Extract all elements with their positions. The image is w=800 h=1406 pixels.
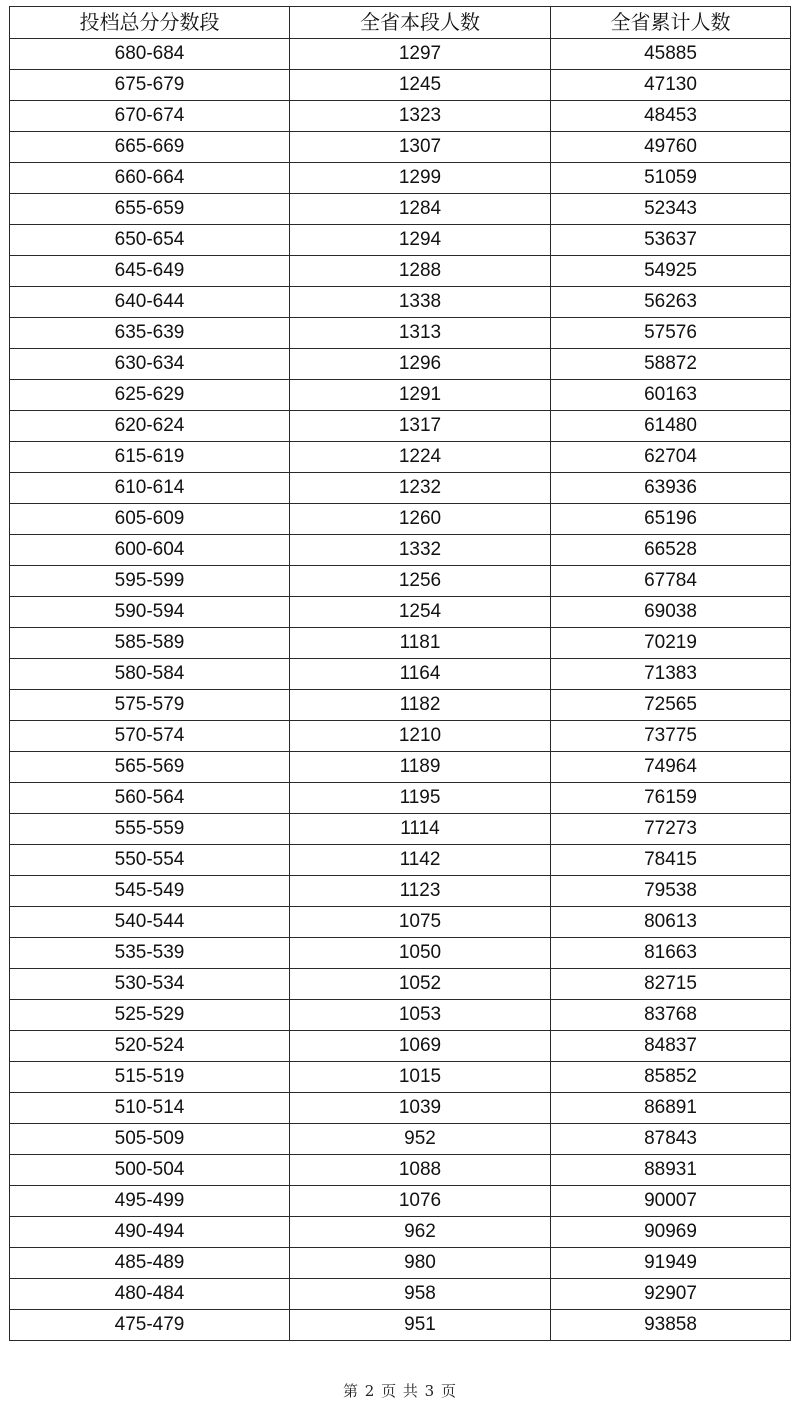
cumulative-count-cell: 90007 <box>551 1186 791 1217</box>
cumulative-count-cell: 78415 <box>551 845 791 876</box>
cumulative-count-cell: 51059 <box>551 163 791 194</box>
cumulative-count-cell: 90969 <box>551 1217 791 1248</box>
cumulative-count-cell: 92907 <box>551 1279 791 1310</box>
segment-count-cell: 1088 <box>290 1155 551 1186</box>
segment-count-cell: 1317 <box>290 411 551 442</box>
score-range-cell: 670-674 <box>10 101 290 132</box>
table-row <box>10 535 791 566</box>
segment-count-cell: 1288 <box>290 256 551 287</box>
score-range-cell: 565-569 <box>10 752 290 783</box>
table-row <box>10 318 791 349</box>
score-range-cell: 605-609 <box>10 504 290 535</box>
segment-count-cell: 1052 <box>290 969 551 1000</box>
cumulative-count-cell: 87843 <box>551 1124 791 1155</box>
header-score-range: 投档总分分数段 <box>10 7 290 39</box>
segment-count-cell: 1284 <box>290 194 551 225</box>
score-range-cell: 550-554 <box>10 845 290 876</box>
cumulative-count-cell: 73775 <box>551 721 791 752</box>
table-row <box>10 1186 791 1217</box>
cumulative-count-cell: 65196 <box>551 504 791 535</box>
score-range-cell: 630-634 <box>10 349 290 380</box>
table-row <box>10 1279 791 1310</box>
table-row <box>10 938 791 969</box>
segment-count-cell: 1332 <box>290 535 551 566</box>
table-row <box>10 845 791 876</box>
segment-count-cell: 1254 <box>290 597 551 628</box>
table-header-row <box>10 7 791 39</box>
table-row <box>10 39 791 70</box>
table-body <box>10 39 791 1341</box>
table-row <box>10 783 791 814</box>
segment-count-cell: 1307 <box>290 132 551 163</box>
cumulative-count-cell: 84837 <box>551 1031 791 1062</box>
segment-count-cell: 1195 <box>290 783 551 814</box>
table-row <box>10 101 791 132</box>
score-range-cell: 600-604 <box>10 535 290 566</box>
table-row <box>10 70 791 101</box>
segment-count-cell: 958 <box>290 1279 551 1310</box>
table-row <box>10 1031 791 1062</box>
score-range-cell: 535-539 <box>10 938 290 969</box>
table-row <box>10 163 791 194</box>
score-range-cell: 570-574 <box>10 721 290 752</box>
table-row <box>10 225 791 256</box>
table-row <box>10 1217 791 1248</box>
table-row <box>10 349 791 380</box>
segment-count-cell: 1164 <box>290 659 551 690</box>
segment-count-cell: 1296 <box>290 349 551 380</box>
cumulative-count-cell: 83768 <box>551 1000 791 1031</box>
table-row <box>10 132 791 163</box>
segment-count-cell: 1123 <box>290 876 551 907</box>
cumulative-count-cell: 77273 <box>551 814 791 845</box>
cumulative-count-cell: 47130 <box>551 70 791 101</box>
segment-count-cell: 1294 <box>290 225 551 256</box>
score-range-cell: 555-559 <box>10 814 290 845</box>
header-cumulative-count: 全省累计人数 <box>551 7 791 39</box>
score-range-cell: 500-504 <box>10 1155 290 1186</box>
cumulative-count-cell: 70219 <box>551 628 791 659</box>
cumulative-count-cell: 45885 <box>551 39 791 70</box>
segment-count-cell: 1224 <box>290 442 551 473</box>
score-range-cell: 515-519 <box>10 1062 290 1093</box>
score-range-cell: 585-589 <box>10 628 290 659</box>
segment-count-cell: 1313 <box>290 318 551 349</box>
table-row <box>10 876 791 907</box>
table-row <box>10 814 791 845</box>
cumulative-count-cell: 72565 <box>551 690 791 721</box>
score-range-cell: 640-644 <box>10 287 290 318</box>
cumulative-count-cell: 74964 <box>551 752 791 783</box>
segment-count-cell: 1256 <box>290 566 551 597</box>
cumulative-count-cell: 53637 <box>551 225 791 256</box>
segment-count-cell: 1050 <box>290 938 551 969</box>
cumulative-count-cell: 93858 <box>551 1310 791 1341</box>
segment-count-cell: 1232 <box>290 473 551 504</box>
cumulative-count-cell: 66528 <box>551 535 791 566</box>
score-range-cell: 675-679 <box>10 70 290 101</box>
segment-count-cell: 1075 <box>290 907 551 938</box>
score-range-cell: 545-549 <box>10 876 290 907</box>
header-segment-count: 全省本段人数 <box>290 7 551 39</box>
table-row <box>10 256 791 287</box>
segment-count-cell: 1291 <box>290 380 551 411</box>
cumulative-count-cell: 56263 <box>551 287 791 318</box>
score-range-cell: 615-619 <box>10 442 290 473</box>
score-range-cell: 510-514 <box>10 1093 290 1124</box>
table-row <box>10 473 791 504</box>
cumulative-count-cell: 69038 <box>551 597 791 628</box>
cumulative-count-cell: 82715 <box>551 969 791 1000</box>
cumulative-count-cell: 57576 <box>551 318 791 349</box>
score-range-cell: 650-654 <box>10 225 290 256</box>
table-row <box>10 380 791 411</box>
score-range-cell: 625-629 <box>10 380 290 411</box>
score-range-cell: 490-494 <box>10 1217 290 1248</box>
score-range-cell: 540-544 <box>10 907 290 938</box>
segment-count-cell: 1182 <box>290 690 551 721</box>
score-range-cell: 660-664 <box>10 163 290 194</box>
segment-count-cell: 1323 <box>290 101 551 132</box>
table-row <box>10 1124 791 1155</box>
cumulative-count-cell: 61480 <box>551 411 791 442</box>
score-table-container <box>9 6 790 1341</box>
table-row <box>10 721 791 752</box>
cumulative-count-cell: 91949 <box>551 1248 791 1279</box>
table-row <box>10 442 791 473</box>
table-row <box>10 411 791 442</box>
score-distribution-table <box>9 6 791 1341</box>
segment-count-cell: 1338 <box>290 287 551 318</box>
cumulative-count-cell: 49760 <box>551 132 791 163</box>
segment-count-cell: 1189 <box>290 752 551 783</box>
score-range-cell: 665-669 <box>10 132 290 163</box>
segment-count-cell: 1181 <box>290 628 551 659</box>
table-row <box>10 752 791 783</box>
score-range-cell: 530-534 <box>10 969 290 1000</box>
score-range-cell: 475-479 <box>10 1310 290 1341</box>
segment-count-cell: 1299 <box>290 163 551 194</box>
table-row <box>10 1310 791 1341</box>
score-range-cell: 635-639 <box>10 318 290 349</box>
segment-count-cell: 952 <box>290 1124 551 1155</box>
score-range-cell: 595-599 <box>10 566 290 597</box>
table-row <box>10 597 791 628</box>
cumulative-count-cell: 60163 <box>551 380 791 411</box>
segment-count-cell: 1069 <box>290 1031 551 1062</box>
score-range-cell: 680-684 <box>10 39 290 70</box>
score-range-cell: 655-659 <box>10 194 290 225</box>
table-row <box>10 1062 791 1093</box>
table-row <box>10 1000 791 1031</box>
segment-count-cell: 1076 <box>290 1186 551 1217</box>
table-row <box>10 628 791 659</box>
cumulative-count-cell: 63936 <box>551 473 791 504</box>
cumulative-count-cell: 88931 <box>551 1155 791 1186</box>
table-row <box>10 1093 791 1124</box>
cumulative-count-cell: 86891 <box>551 1093 791 1124</box>
cumulative-count-cell: 52343 <box>551 194 791 225</box>
score-range-cell: 485-489 <box>10 1248 290 1279</box>
score-range-cell: 560-564 <box>10 783 290 814</box>
cumulative-count-cell: 85852 <box>551 1062 791 1093</box>
cumulative-count-cell: 76159 <box>551 783 791 814</box>
table-row <box>10 194 791 225</box>
segment-count-cell: 1297 <box>290 39 551 70</box>
segment-count-cell: 951 <box>290 1310 551 1341</box>
cumulative-count-cell: 54925 <box>551 256 791 287</box>
score-range-cell: 610-614 <box>10 473 290 504</box>
cumulative-count-cell: 80613 <box>551 907 791 938</box>
score-range-cell: 620-624 <box>10 411 290 442</box>
segment-count-cell: 1260 <box>290 504 551 535</box>
cumulative-count-cell: 79538 <box>551 876 791 907</box>
score-range-cell: 590-594 <box>10 597 290 628</box>
table-row <box>10 287 791 318</box>
segment-count-cell: 980 <box>290 1248 551 1279</box>
score-range-cell: 505-509 <box>10 1124 290 1155</box>
segment-count-cell: 1114 <box>290 814 551 845</box>
score-range-cell: 525-529 <box>10 1000 290 1031</box>
segment-count-cell: 1245 <box>290 70 551 101</box>
score-range-cell: 480-484 <box>10 1279 290 1310</box>
score-range-cell: 575-579 <box>10 690 290 721</box>
segment-count-cell: 1210 <box>290 721 551 752</box>
table-row <box>10 690 791 721</box>
score-range-cell: 520-524 <box>10 1031 290 1062</box>
segment-count-cell: 1015 <box>290 1062 551 1093</box>
table-row <box>10 969 791 1000</box>
page-footer: 第 2 页 共 3 页 <box>343 1382 457 1400</box>
segment-count-cell: 1142 <box>290 845 551 876</box>
score-range-cell: 580-584 <box>10 659 290 690</box>
segment-count-cell: 1039 <box>290 1093 551 1124</box>
table-row <box>10 907 791 938</box>
table-row <box>10 1155 791 1186</box>
score-range-cell: 645-649 <box>10 256 290 287</box>
cumulative-count-cell: 67784 <box>551 566 791 597</box>
table-row <box>10 566 791 597</box>
table-row <box>10 504 791 535</box>
score-range-cell: 495-499 <box>10 1186 290 1217</box>
segment-count-cell: 1053 <box>290 1000 551 1031</box>
table-row <box>10 1248 791 1279</box>
cumulative-count-cell: 62704 <box>551 442 791 473</box>
cumulative-count-cell: 58872 <box>551 349 791 380</box>
cumulative-count-cell: 48453 <box>551 101 791 132</box>
segment-count-cell: 962 <box>290 1217 551 1248</box>
cumulative-count-cell: 71383 <box>551 659 791 690</box>
cumulative-count-cell: 81663 <box>551 938 791 969</box>
table-row <box>10 659 791 690</box>
